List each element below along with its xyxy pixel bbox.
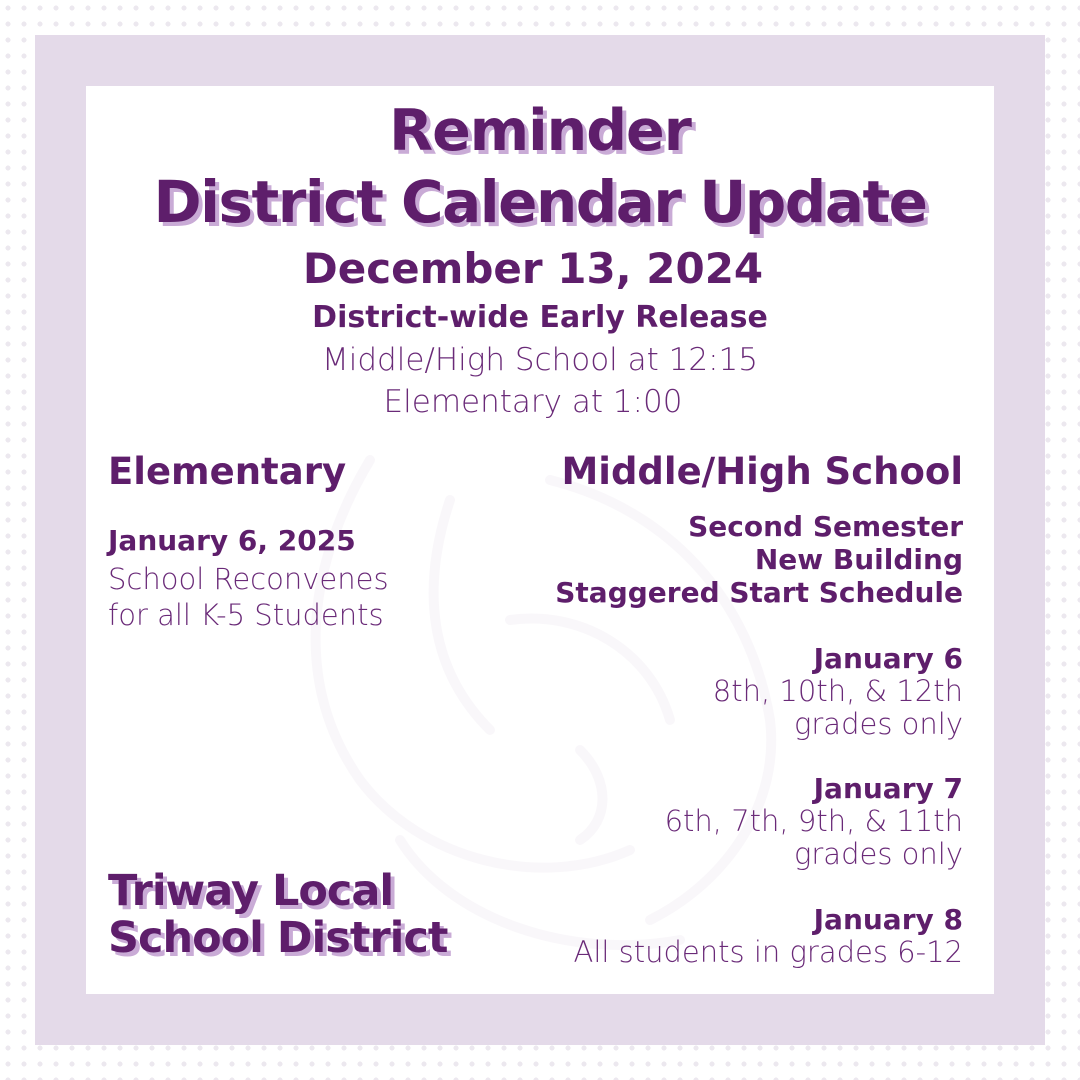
district-line1: Triway Local <box>108 866 394 916</box>
schedule-item <box>713 642 963 741</box>
middle-high-heading: Middle/High School <box>561 450 963 493</box>
schedule-line: grades only <box>793 837 963 871</box>
schedule-item <box>573 903 963 969</box>
semester-intro <box>555 510 963 609</box>
schedule-line: 6th, 7th, 9th, & 11th <box>664 804 963 838</box>
elementary-line2: for all K-5 Students <box>108 598 384 632</box>
schedule-line: grades only <box>793 707 963 741</box>
middle-high-release-time: Middle/High School at 12:15 <box>322 342 758 378</box>
intro-line: New Building <box>754 543 963 576</box>
district-name <box>108 868 447 962</box>
schedule-date: January 7 <box>813 772 963 805</box>
schedule-item <box>665 772 963 871</box>
calendar-update-title: District Calendar Update <box>153 168 927 236</box>
early-release-date: December 13, 2024 <box>302 244 764 293</box>
early-release-title: District-wide Early Release <box>312 300 768 335</box>
elementary-heading: Elementary <box>108 450 347 493</box>
schedule-date: January 8 <box>813 903 963 936</box>
district-line2: School District <box>108 913 448 963</box>
elementary-release-time: Elementary at 1:00 <box>383 384 683 420</box>
elementary-date: January 6, 2025 <box>108 524 356 557</box>
schedule-line: 8th, 10th, & 12th <box>712 674 963 708</box>
intro-line: Second Semester <box>688 510 963 543</box>
schedule-line: All students in grades 6-12 <box>573 935 963 969</box>
intro-line: Staggered Start Schedule <box>555 576 963 609</box>
schedule-date: January 6 <box>813 642 963 675</box>
elementary-line1: School Reconvenes <box>108 562 389 596</box>
reminder-title: Reminder <box>389 98 691 164</box>
